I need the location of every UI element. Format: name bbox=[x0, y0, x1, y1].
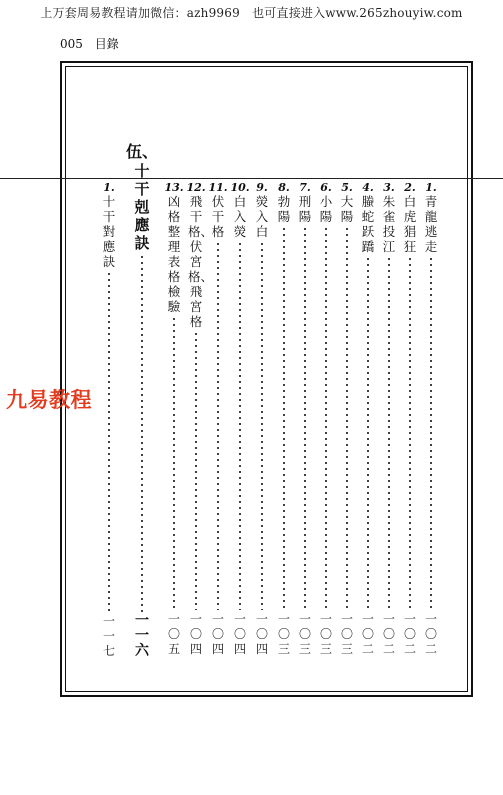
section-number: 伍、 bbox=[126, 142, 159, 161]
entry-number: 9. bbox=[256, 181, 268, 194]
scan-line bbox=[0, 178, 503, 179]
toc-entry[interactable] bbox=[317, 181, 335, 657]
entry-page: 一〇三 bbox=[340, 612, 353, 656]
entry-title: 熒入白 bbox=[255, 194, 269, 239]
leader-dots bbox=[409, 256, 411, 610]
toc-entry[interactable] bbox=[380, 181, 398, 657]
entry-number: 10. bbox=[230, 181, 250, 194]
toc-entry[interactable] bbox=[209, 181, 227, 657]
entry-number: 6. bbox=[320, 181, 332, 194]
watermark-logo: 九易教程 bbox=[6, 388, 92, 412]
leader-dots bbox=[325, 226, 327, 610]
leader-dots bbox=[217, 241, 219, 610]
entry-title: 白虎猖狂 bbox=[403, 194, 417, 254]
entry-title: 伏干格 bbox=[211, 194, 225, 239]
toc-section[interactable] bbox=[126, 142, 159, 659]
page-title: 目錄 bbox=[94, 37, 119, 51]
entry-page: 一一七 bbox=[102, 614, 115, 658]
entry-page: 一〇三 bbox=[298, 612, 311, 656]
toc-entry[interactable] bbox=[338, 181, 356, 657]
entry-number: 1. bbox=[103, 181, 115, 194]
leader-dots bbox=[173, 316, 175, 610]
entry-page: 一〇二 bbox=[382, 612, 395, 656]
entry-page: 一〇三 bbox=[319, 612, 332, 656]
toc-entry[interactable] bbox=[100, 181, 118, 659]
entry-number: 13. bbox=[164, 181, 184, 194]
entry-title: 飛干格、伏宮格、飛宮格 bbox=[188, 194, 214, 329]
entry-page: 一〇三 bbox=[277, 612, 290, 656]
entry-page: 一〇四 bbox=[255, 612, 268, 656]
toc-entry[interactable] bbox=[401, 181, 419, 657]
toc-entry[interactable] bbox=[231, 181, 249, 657]
entry-page: 一〇二 bbox=[424, 612, 437, 656]
section-page: 一一六 bbox=[135, 613, 149, 659]
entry-page: 一〇四 bbox=[233, 612, 246, 656]
section-title: 十干剋應訣 bbox=[134, 162, 150, 252]
page-header bbox=[60, 35, 127, 52]
toc-entry[interactable] bbox=[275, 181, 293, 657]
entry-title: 白入熒 bbox=[233, 194, 247, 239]
entry-number: 3. bbox=[383, 181, 395, 194]
leader-dots bbox=[239, 241, 241, 610]
toc-entry[interactable] bbox=[253, 181, 271, 657]
leader-dots bbox=[388, 256, 390, 610]
entry-title: 青龍逃走 bbox=[424, 194, 438, 254]
entry-number: 11. bbox=[208, 181, 228, 194]
leader-dots bbox=[195, 331, 197, 610]
entry-title: 凶格整理表格檢驗 bbox=[167, 194, 181, 314]
entry-title: 朱雀投江 bbox=[382, 194, 396, 254]
toc-entry[interactable] bbox=[186, 181, 214, 657]
leader-dots bbox=[141, 254, 143, 612]
leader-dots bbox=[430, 256, 432, 610]
entry-title: 螣蛇跃蹻 bbox=[361, 194, 375, 254]
leader-dots bbox=[346, 226, 348, 610]
entry-title: 小陽 bbox=[319, 194, 333, 224]
entry-page: 一〇四 bbox=[211, 612, 224, 656]
entry-page: 一〇二 bbox=[361, 612, 374, 656]
entry-page: 一〇五 bbox=[167, 612, 180, 656]
entry-page: 一〇二 bbox=[403, 612, 416, 656]
entry-number: 12. bbox=[186, 181, 206, 194]
toc-entry[interactable] bbox=[165, 181, 183, 657]
entry-number: 7. bbox=[299, 181, 311, 194]
entry-number: 1. bbox=[425, 181, 437, 194]
watermark-text: 上万套周易教程请加微信：azh9969 也可直接进入www.265zhouyiw.com bbox=[40, 6, 463, 20]
leader-dots bbox=[261, 241, 263, 610]
toc-entry[interactable] bbox=[296, 181, 314, 657]
entry-number: 2. bbox=[404, 181, 416, 194]
leader-dots bbox=[367, 256, 369, 610]
leader-dots bbox=[283, 226, 285, 610]
toc-entry[interactable] bbox=[359, 181, 377, 657]
entry-page: 一〇四 bbox=[189, 612, 202, 656]
leader-dots bbox=[304, 226, 306, 610]
entry-number: 8. bbox=[278, 181, 290, 194]
entry-title: 大陽 bbox=[340, 194, 354, 224]
page-number: 005 bbox=[60, 37, 83, 51]
entry-title: 十干對應訣 bbox=[102, 194, 116, 269]
entry-number: 5. bbox=[341, 181, 353, 194]
toc-entry[interactable] bbox=[422, 181, 440, 657]
entry-title: 勃陽 bbox=[277, 194, 291, 224]
entry-title: 刑陽 bbox=[298, 194, 312, 224]
entry-number: 4. bbox=[362, 181, 374, 194]
leader-dots bbox=[108, 271, 110, 612]
